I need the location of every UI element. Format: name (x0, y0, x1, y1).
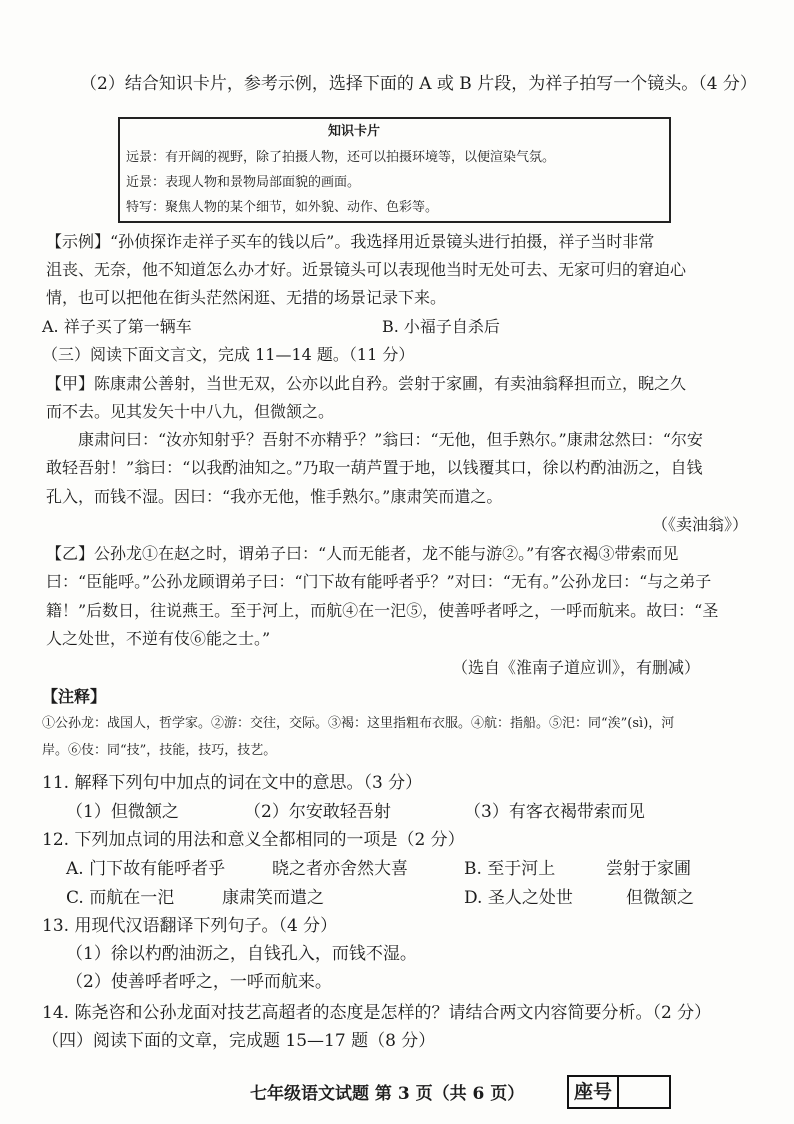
q12-option: 尝射于家圃 (606, 859, 691, 879)
q11-item: （1）但微颔之 (66, 802, 179, 822)
option-a: A. 祥子买了第一辆车 (42, 317, 192, 336)
q12-option: B. 至于河上 (464, 859, 556, 879)
q14-stem: 14. 陈尧咨和公孙龙面对技艺高超者的态度是怎样的？请结合两文内容简要分析。（2 分） (42, 1003, 712, 1023)
q12-option: 但微颔之 (626, 888, 694, 908)
q11-stem: 11. 解释下列句中加点的词在文中的意思。（3 分） (42, 773, 423, 793)
yi-line: 曰：“臣能呼。”公孙龙顾谓弟子曰：“门下故有能呼者乎？”对曰：“无有。”公孙龙曰：“与之弟子 (46, 572, 712, 591)
q12-option: D. 圣人之处世 (464, 888, 573, 908)
jia-line: 孔入，而钱不湿。因曰：“我亦无他，惟手熟尔。”康肃笑而遣之。 (46, 487, 503, 506)
notes-heading: 【注释】 (42, 687, 107, 706)
card-line: 远景：有开阔的视野，除了拍摄人物，还可以拍摄环境等，以便渲染气氛。 (126, 150, 556, 165)
section4-heading: （四）阅读下面的文章，完成题 15—17 题（8 分） (42, 1031, 436, 1051)
yi-line: 人之处世，不逆有伎⑥能之士。” (46, 629, 271, 648)
q13-stem: 13. 用现代汉语翻译下列句子。（4 分） (42, 916, 338, 936)
jia-line: 康肃问曰：“汝亦知射乎？吾射不亦精乎？”翁曰：“无他，但手熟尔。”康肃忿然曰：“尔安 (78, 430, 703, 449)
q12-stem: 12. 下列加点词的用法和意义全都相同的一项是（2 分） (42, 830, 465, 850)
yi-line: 籍！”后数日，往说燕王。至于河上，而航④在一汜⑤，使善呼者呼之，一呼而航来。故曰：“圣 (46, 601, 719, 620)
q12-option: 康肃笑而遣之 (222, 888, 324, 908)
section3-heading: （三）阅读下面文言文，完成 11—14 题。（11 分） (42, 345, 415, 364)
seat-number-field (619, 1077, 669, 1107)
jia-source: （《卖油翁》） (652, 515, 749, 534)
card-line: 特写：聚焦人物的某个细节，如外貌、动作、色彩等。 (126, 200, 439, 215)
page-footer: 七年级语文试题 第 3 页（共 6 页） (250, 1084, 525, 1104)
yi-source: （选自《淮南子道应训》，有删减） (452, 658, 701, 677)
note-line: ①公孙龙：战国人，哲学家。②游：交往，交际。③褐：这里指粗布衣服。④航：指船。⑤汜：同“涘”(sì)，河 (42, 716, 675, 731)
jia-line: 【甲】陈康肃公善射，当世无双，公亦以此自矜。尝射于家圃，有卖油翁释担而立，睨之久 (46, 374, 687, 393)
jia-line: 而不去。见其发矢十中八九，但微颔之。 (46, 402, 335, 421)
q12-option: A. 门下故有能呼者乎 (66, 859, 226, 879)
yi-line: 【乙】公孙龙①在赵之时，谓弟子曰：“人而无能者，龙不能与游②。”有客衣褐③带索而见 (46, 544, 679, 563)
card-title: 知识卡片 (328, 124, 381, 139)
example-line: 情，也可以把他在街头茫然闲逛、无措的场景记录下来。 (46, 288, 447, 307)
example-line: 【示例】“孙侦探诈走祥子买车的钱以后”。我选择用近景镜头进行拍摄，祥子当时非常 (46, 232, 655, 251)
q12-option: 晓之者亦舍然大喜 (272, 859, 408, 879)
seat-label: 座号 (569, 1077, 619, 1107)
q13-item: （1）徐以杓酌油沥之，自钱孔入，而钱不湿。 (66, 944, 417, 964)
card-line: 近景：表现人物和景物局部面貌的画面。 (126, 175, 361, 190)
q11-item: （3）有客衣褐带索而见 (464, 802, 645, 822)
q2-prompt: （2）结合知识卡片，参考示例，选择下面的 A 或 B 片段，为祥子拍写一个镜头。（4 分） (80, 74, 757, 94)
option-b: B. 小福子自杀后 (382, 317, 500, 336)
knowledge-card (118, 117, 671, 223)
example-line: 沮丧、无奈，他不知道怎么办才好。近景镜头可以表现他当时无处可去、无家可归的窘迫心 (46, 260, 687, 279)
jia-line: 敢轻吾射！”翁曰：“以我酌油知之。”乃取一葫芦置于地，以钱覆其口，徐以杓酌油沥之，自钱 (46, 458, 703, 477)
seat-number-box (567, 1075, 671, 1109)
q12-option: C. 而航在一汜 (66, 888, 175, 908)
q11-item: （2）尔安敢轻吾射 (244, 802, 391, 822)
q13-item: （2）使善呼者呼之，一呼而航来。 (66, 972, 332, 992)
note-line: 岸。⑥伎：同“技”，技能，技巧，技艺。 (42, 743, 277, 758)
